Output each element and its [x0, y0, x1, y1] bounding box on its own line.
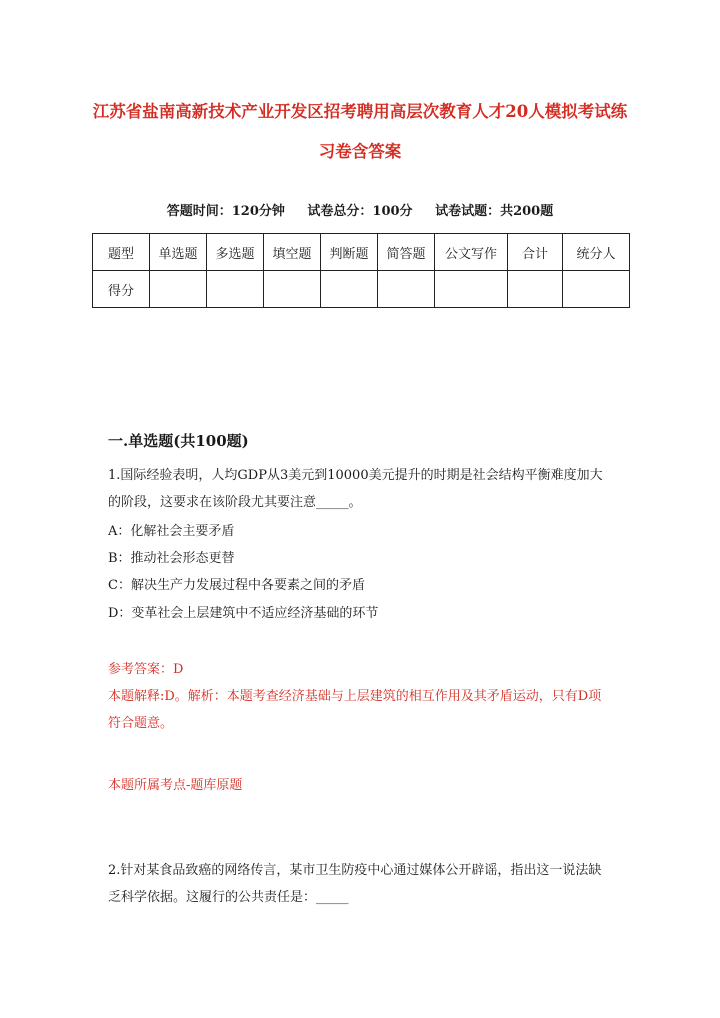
table-cell	[435, 271, 508, 308]
table-header-cell: 填空题	[264, 234, 321, 271]
table-header-cell: 统分人	[563, 234, 630, 271]
table-header-cell: 公文写作	[435, 234, 508, 271]
table-header-cell: 合计	[508, 234, 563, 271]
score-table-score-row	[93, 271, 630, 308]
exam-question-count: 试卷试题：共200题	[435, 204, 554, 219]
section-heading: 一.单选题(共100题)	[108, 432, 249, 450]
question-1-explanation: 本题解释:D。解析：本题考查经济基础与上层建筑的相互作用及其矛盾运动，只有D项符合题意。	[108, 689, 602, 731]
question-2-stem: 2.针对某食品致癌的网络传言，某市卫生防疫中心通过媒体公开辟谣，指出这一说法缺乏科学依据。这履行的公共责任是：_____	[108, 863, 602, 905]
question-1-option-b: B：推动社会形态更替	[108, 551, 235, 566]
table-cell	[150, 271, 207, 308]
score-table	[92, 233, 630, 308]
document-title: 江苏省盐南高新技术产业开发区招考聘用高层次教育人才20人模拟考试练习卷含答案	[92, 102, 628, 161]
question-1-stem: 1.国际经验表明，人均GDP从3美元到10000美元提升的时期是社会结构平衡难度加大的阶段，这要求在该阶段尤其要注意_____。	[108, 468, 603, 510]
exam-meta	[0, 200, 720, 219]
table-header-cell: 简答题	[378, 234, 435, 271]
question-1-option-d: D：变革社会上层建筑中不适应经济基础的环节	[108, 606, 379, 621]
table-cell	[508, 271, 563, 308]
table-header-cell: 多选题	[207, 234, 264, 271]
exam-time: 答题时间：120分钟	[166, 204, 285, 219]
question-1-topic: 本题所属考点-题库原题	[108, 778, 243, 793]
table-cell	[321, 271, 378, 308]
question-1-option-a: A：化解社会主要矛盾	[108, 524, 235, 539]
table-header-cell: 单选题	[150, 234, 207, 271]
score-table-header-row	[93, 234, 630, 271]
table-cell	[264, 271, 321, 308]
table-cell	[207, 271, 264, 308]
question-1-answer: 参考答案：D	[108, 662, 184, 677]
exam-total-score: 试卷总分：100分	[307, 204, 413, 219]
table-header-cell: 判断题	[321, 234, 378, 271]
table-cell	[563, 271, 630, 308]
table-header-cell: 题型	[93, 234, 150, 271]
table-row-label: 得分	[93, 271, 150, 308]
question-1-option-c: C：解决生产力发展过程中各要素之间的矛盾	[108, 578, 365, 593]
table-cell	[378, 271, 435, 308]
